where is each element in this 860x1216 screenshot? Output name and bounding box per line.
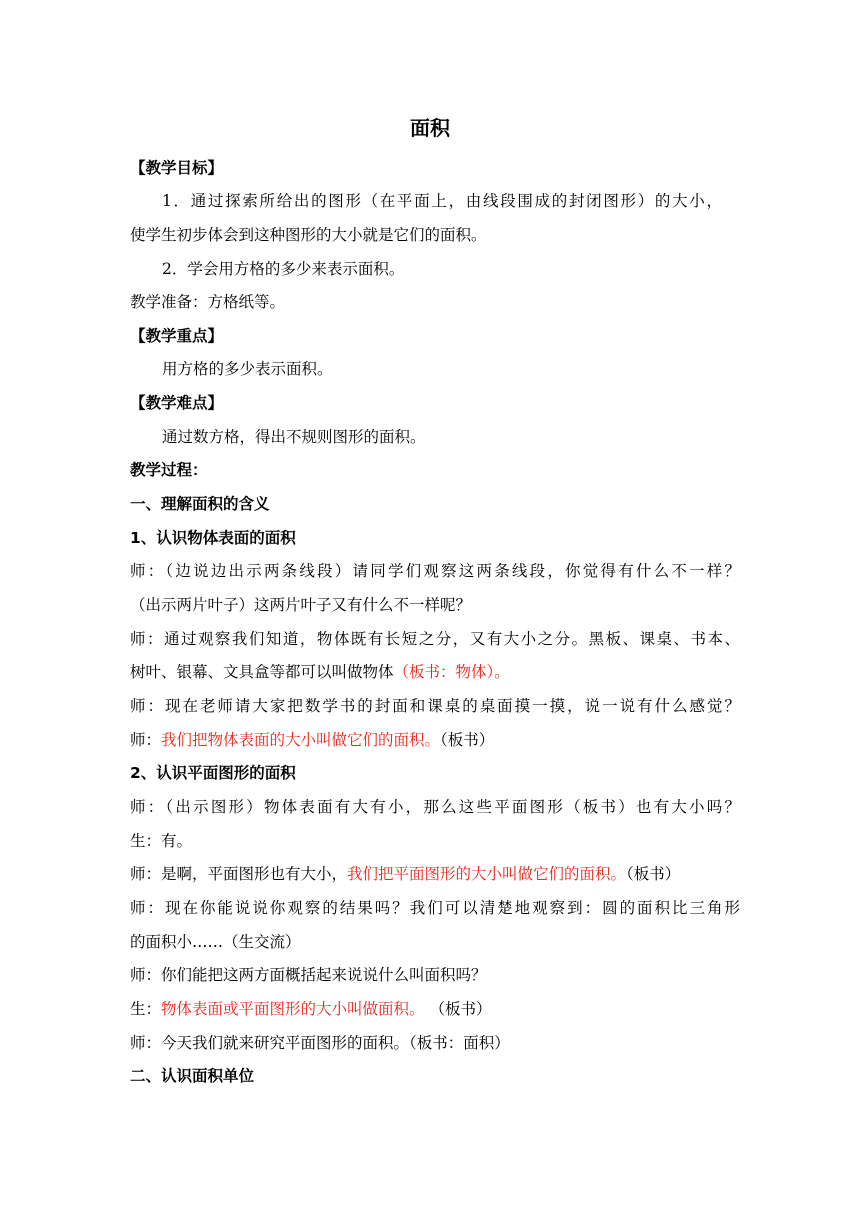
paragraph-10-speaker: 生： <box>130 1000 162 1018</box>
process-heading: 教学过程： <box>130 461 208 479</box>
goal-1-line-1: 1．通过探索所给出的图形（在平面上，由线段围成的封闭图形）的大小， <box>162 192 722 210</box>
paragraph-1-line-2: （出示两片叶子）这两片叶子又有什么不一样呢？ <box>130 596 472 614</box>
part-1-heading: 一、理解面积的含义 <box>130 495 270 513</box>
paragraph-8-line-1: 师：现在你能说说你观察的结果吗？我们可以清楚地观察到：圆的面积比三角形 <box>130 899 740 917</box>
paragraph-7-definition: 我们把平面图形的大小叫做它们的面积。 <box>347 865 627 883</box>
goals-heading: 【教学目标】 <box>130 159 224 177</box>
paragraph-2-line-2 <box>130 659 740 685</box>
paragraph-4-note: （板书） <box>440 731 495 749</box>
preparation: 教学准备：方格纸等。 <box>130 293 286 311</box>
paragraph-1-line-1: 师：（边说边出示两条线段）请同学们观察这两条线段，你觉得有什么不一样？ <box>130 562 740 580</box>
paragraph-10 <box>130 996 740 1022</box>
paragraph-7 <box>130 861 740 887</box>
paragraph-2-line-1: 师：通过观察我们知道，物体既有长短之分，又有大小之分。黑板、课桌、书本、 <box>130 630 740 648</box>
goal-2: 2．学会用方格的多少来表示面积。 <box>162 260 405 278</box>
paragraph-7-note: （板书） <box>626 865 681 883</box>
paragraph-6: 生：有。 <box>130 832 193 850</box>
key-point-text: 用方格的多少表示面积。 <box>162 360 333 378</box>
paragraph-5: 师：（出示图形）物体表面有大有小，那么这些平面图形（板书）也有大小吗？ <box>130 798 740 816</box>
sub-2-heading: 2、认识平面图形的面积 <box>130 764 296 782</box>
sub-1-heading: 1、认识物体表面的面积 <box>130 529 296 547</box>
paragraph-11: 师：今天我们就来研究平面图形的面积。（板书：面积） <box>130 1034 510 1052</box>
paragraph-10-note: （板书） <box>424 1000 492 1018</box>
paragraph-10-definition: 物体表面或平面图形的大小叫做面积。 <box>161 1000 425 1018</box>
difficulty-text: 通过数方格，得出不规则图形的面积。 <box>162 428 426 446</box>
goal-1-line-2: 使学生初步体会到这种图形的大小就是它们的面积。 <box>130 226 487 244</box>
paragraph-4-definition: 我们把物体表面的大小叫做它们的面积。 <box>161 731 441 749</box>
part-2-heading: 二、认识面积单位 <box>130 1067 255 1085</box>
paragraph-4 <box>130 727 740 753</box>
key-point-heading: 【教学重点】 <box>130 327 224 345</box>
document-title: 面积 <box>410 116 450 140</box>
difficulty-heading: 【教学难点】 <box>130 394 224 412</box>
paragraph-8-line-2: 的面积小……（生交流） <box>130 933 301 951</box>
paragraph-2-blackboard-note: （板书：物体）。 <box>393 663 510 681</box>
paragraph-2-text: 树叶、银幕、文具盒等都可以叫做物体 <box>130 663 394 681</box>
paragraph-9: 师：你们能把这两方面概括起来说说什么叫面积吗？ <box>130 966 487 984</box>
paragraph-4-speaker: 师： <box>130 731 162 749</box>
paragraph-7-text: 师：是啊，平面图形也有大小， <box>130 865 348 883</box>
paragraph-3: 师：现在老师请大家把数学书的封面和课桌的桌面摸一摸，说一说有什么感觉？ <box>130 697 740 715</box>
